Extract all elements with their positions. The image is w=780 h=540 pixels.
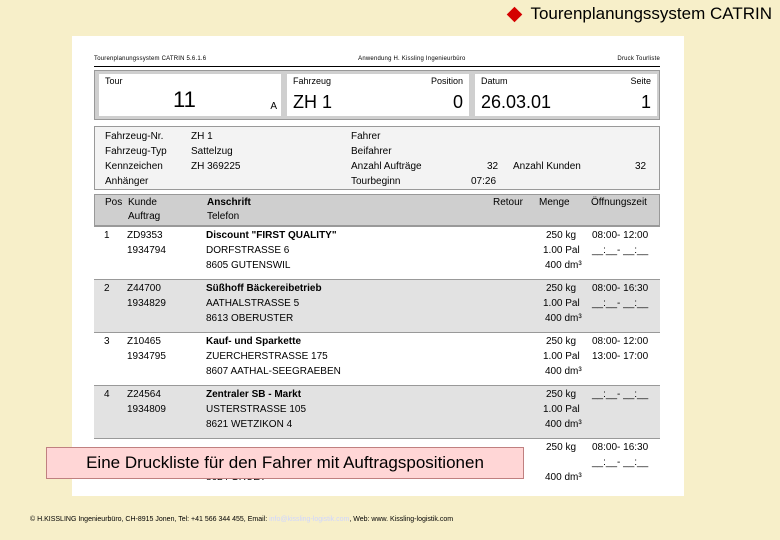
header-right: Druck Tourliste bbox=[617, 56, 660, 62]
cell-z1: 08:00- 12:00 bbox=[592, 230, 649, 241]
kz-value: ZH 369225 bbox=[191, 161, 241, 172]
position-label: Position bbox=[430, 76, 463, 86]
vehicle-field bbox=[287, 74, 469, 116]
cell-kg: 250 kg bbox=[546, 389, 577, 400]
cell-z1: __:__- __:__ bbox=[592, 389, 649, 400]
cell-pos: 2 bbox=[104, 283, 110, 294]
cell-kunde: Z44700 bbox=[127, 283, 161, 294]
date-field bbox=[475, 74, 657, 116]
fahrzeug-label: Fahrzeug bbox=[293, 76, 332, 86]
auftraege-value: 32 bbox=[487, 161, 499, 172]
cell-auftrag: 1934794 bbox=[127, 245, 166, 256]
fahrer-label: Fahrer bbox=[351, 131, 381, 142]
table-header bbox=[94, 194, 660, 226]
cell-dm: 400 dm³ bbox=[545, 260, 582, 271]
cell-pal: 1.00 Pal bbox=[543, 245, 580, 256]
cell-ort: 8621 WETZIKON 4 bbox=[206, 419, 293, 430]
cell-z1: 08:00- 16:30 bbox=[592, 283, 649, 294]
typ-value: Sattelzug bbox=[191, 146, 233, 157]
position-value: 0 bbox=[452, 92, 463, 112]
kunden-value: 32 bbox=[635, 161, 647, 172]
table-row bbox=[94, 226, 660, 279]
datum-value: 26.03.01 bbox=[481, 92, 552, 112]
tour-summary bbox=[94, 70, 660, 120]
cell-ort: 8613 OBERUSTER bbox=[206, 313, 294, 324]
cell-pos: 1 bbox=[104, 230, 110, 241]
cell-name: Kauf- und Sparkette bbox=[206, 336, 302, 347]
cell-pal: 1.00 Pal bbox=[543, 404, 580, 415]
cell-dm: 400 dm³ bbox=[545, 313, 582, 324]
cell-kg: 250 kg bbox=[546, 283, 577, 294]
cell-pal: 1.00 Pal bbox=[543, 298, 580, 309]
footer-email-link[interactable]: info@kissling-logistik.com bbox=[269, 516, 350, 523]
cell-ort: 8607 AATHAL-SEEGRAEBEN bbox=[206, 366, 341, 377]
col-oeffnungszeit: Öffnungszeit bbox=[591, 197, 647, 208]
cell-z2: 13:00- 17:00 bbox=[592, 351, 649, 362]
cell-strasse: ZUERCHERSTRASSE 175 bbox=[206, 351, 328, 362]
nr-label: Fahrzeug-Nr. bbox=[105, 131, 164, 142]
cell-auftrag: 1934829 bbox=[127, 298, 166, 309]
cell-strasse: DORFSTRASSE 6 bbox=[206, 245, 290, 256]
footer-web: , Web: www. Kissling-logistik.com bbox=[349, 516, 454, 523]
col-auftrag: Auftrag bbox=[128, 211, 161, 222]
header-left: Tourenplanungssystem CATRIN 5.6.1.6 bbox=[94, 56, 207, 62]
cell-pos: 4 bbox=[104, 389, 110, 400]
tour-label: Tour bbox=[105, 76, 123, 86]
cell-z2: __:__- __:__ bbox=[592, 245, 649, 256]
cell-dm: 400 dm³ bbox=[545, 419, 582, 430]
col-anschrift: Anschrift bbox=[207, 197, 251, 208]
seite-value: 1 bbox=[640, 92, 651, 112]
tour-field bbox=[99, 74, 281, 116]
kz-label: Kennzeichen bbox=[105, 161, 163, 172]
typ-label: Fahrzeug-Typ bbox=[105, 146, 167, 157]
tour-document bbox=[94, 56, 660, 491]
fahrzeug-value: ZH 1 bbox=[293, 92, 333, 112]
col-telefon: Telefon bbox=[207, 211, 240, 222]
cell-kunde: Z10465 bbox=[127, 336, 161, 347]
cell-auftrag: 1934809 bbox=[127, 404, 166, 415]
footer-text: © H.KISSLING Ingenieurbüro, CH-8915 Jonen, Tel: +41 566 344 455, Email: bbox=[30, 516, 270, 523]
cell-dm: 400 dm³ bbox=[545, 366, 582, 377]
vehicle-details bbox=[94, 126, 660, 190]
cell-z1: 08:00- 16:30 bbox=[592, 442, 649, 453]
auftraege-label: Anzahl Aufträge bbox=[351, 161, 422, 172]
cell-auftrag: 1934795 bbox=[127, 351, 166, 362]
col-retour: Retour bbox=[493, 197, 524, 208]
beifahrer-label: Beifahrer bbox=[351, 146, 392, 157]
cell-ort: 8605 GUTENSWIL bbox=[206, 260, 291, 271]
cell-pos: 3 bbox=[104, 336, 110, 347]
cell-kunde: ZD9353 bbox=[127, 230, 163, 241]
print-sheet bbox=[72, 36, 684, 496]
kunden-label: Anzahl Kunden bbox=[513, 161, 581, 172]
seite-label: Seite bbox=[630, 76, 651, 86]
diamond-icon bbox=[507, 6, 523, 22]
tourbeginn-value: 07:26 bbox=[471, 176, 497, 187]
tour-suffix: A bbox=[270, 101, 277, 112]
header-center: Anwendung H. Kissling Ingenieurbüro bbox=[358, 56, 466, 62]
col-pos: Pos bbox=[105, 197, 123, 208]
caption-banner: Eine Druckliste für den Fahrer mit Auftragspositionen bbox=[46, 447, 524, 479]
anhaenger-label: Anhänger bbox=[105, 176, 149, 187]
cell-strasse: USTERSTRASSE 105 bbox=[206, 404, 307, 415]
cell-z2: __:__- __:__ bbox=[592, 298, 649, 309]
tourbeginn-label: Tourbeginn bbox=[351, 176, 401, 187]
cell-kg: 250 kg bbox=[546, 442, 577, 453]
cell-name: Zentraler SB - Markt bbox=[206, 389, 302, 400]
cell-strasse: AATHALSTRASSE 5 bbox=[206, 298, 300, 309]
cell-pal: 1.00 Pal bbox=[543, 351, 580, 362]
tour-value: 11 bbox=[173, 87, 196, 112]
nr-value: ZH 1 bbox=[191, 131, 213, 142]
document-header bbox=[94, 56, 660, 67]
datum-label: Datum bbox=[481, 76, 508, 86]
cell-dm: 400 dm³ bbox=[545, 472, 582, 483]
footer bbox=[30, 516, 453, 523]
cell-name: Süßhoff Bäckereibetrieb bbox=[206, 283, 322, 294]
brand-title bbox=[509, 4, 772, 24]
cell-kg: 250 kg bbox=[546, 230, 577, 241]
cell-name: Discount "FIRST QUALITY" bbox=[206, 230, 337, 241]
cell-z1: 08:00- 12:00 bbox=[592, 336, 649, 347]
table-row bbox=[94, 332, 660, 385]
cell-kunde: Z24564 bbox=[127, 389, 161, 400]
col-menge: Menge bbox=[539, 197, 570, 208]
brand-text: Tourenplanungssystem CATRIN bbox=[530, 4, 772, 23]
table-row bbox=[94, 279, 660, 332]
cell-kg: 250 kg bbox=[546, 336, 577, 347]
cell-z2: __:__- __:__ bbox=[592, 457, 649, 468]
col-kunde: Kunde bbox=[128, 197, 157, 208]
table-row bbox=[94, 385, 660, 438]
